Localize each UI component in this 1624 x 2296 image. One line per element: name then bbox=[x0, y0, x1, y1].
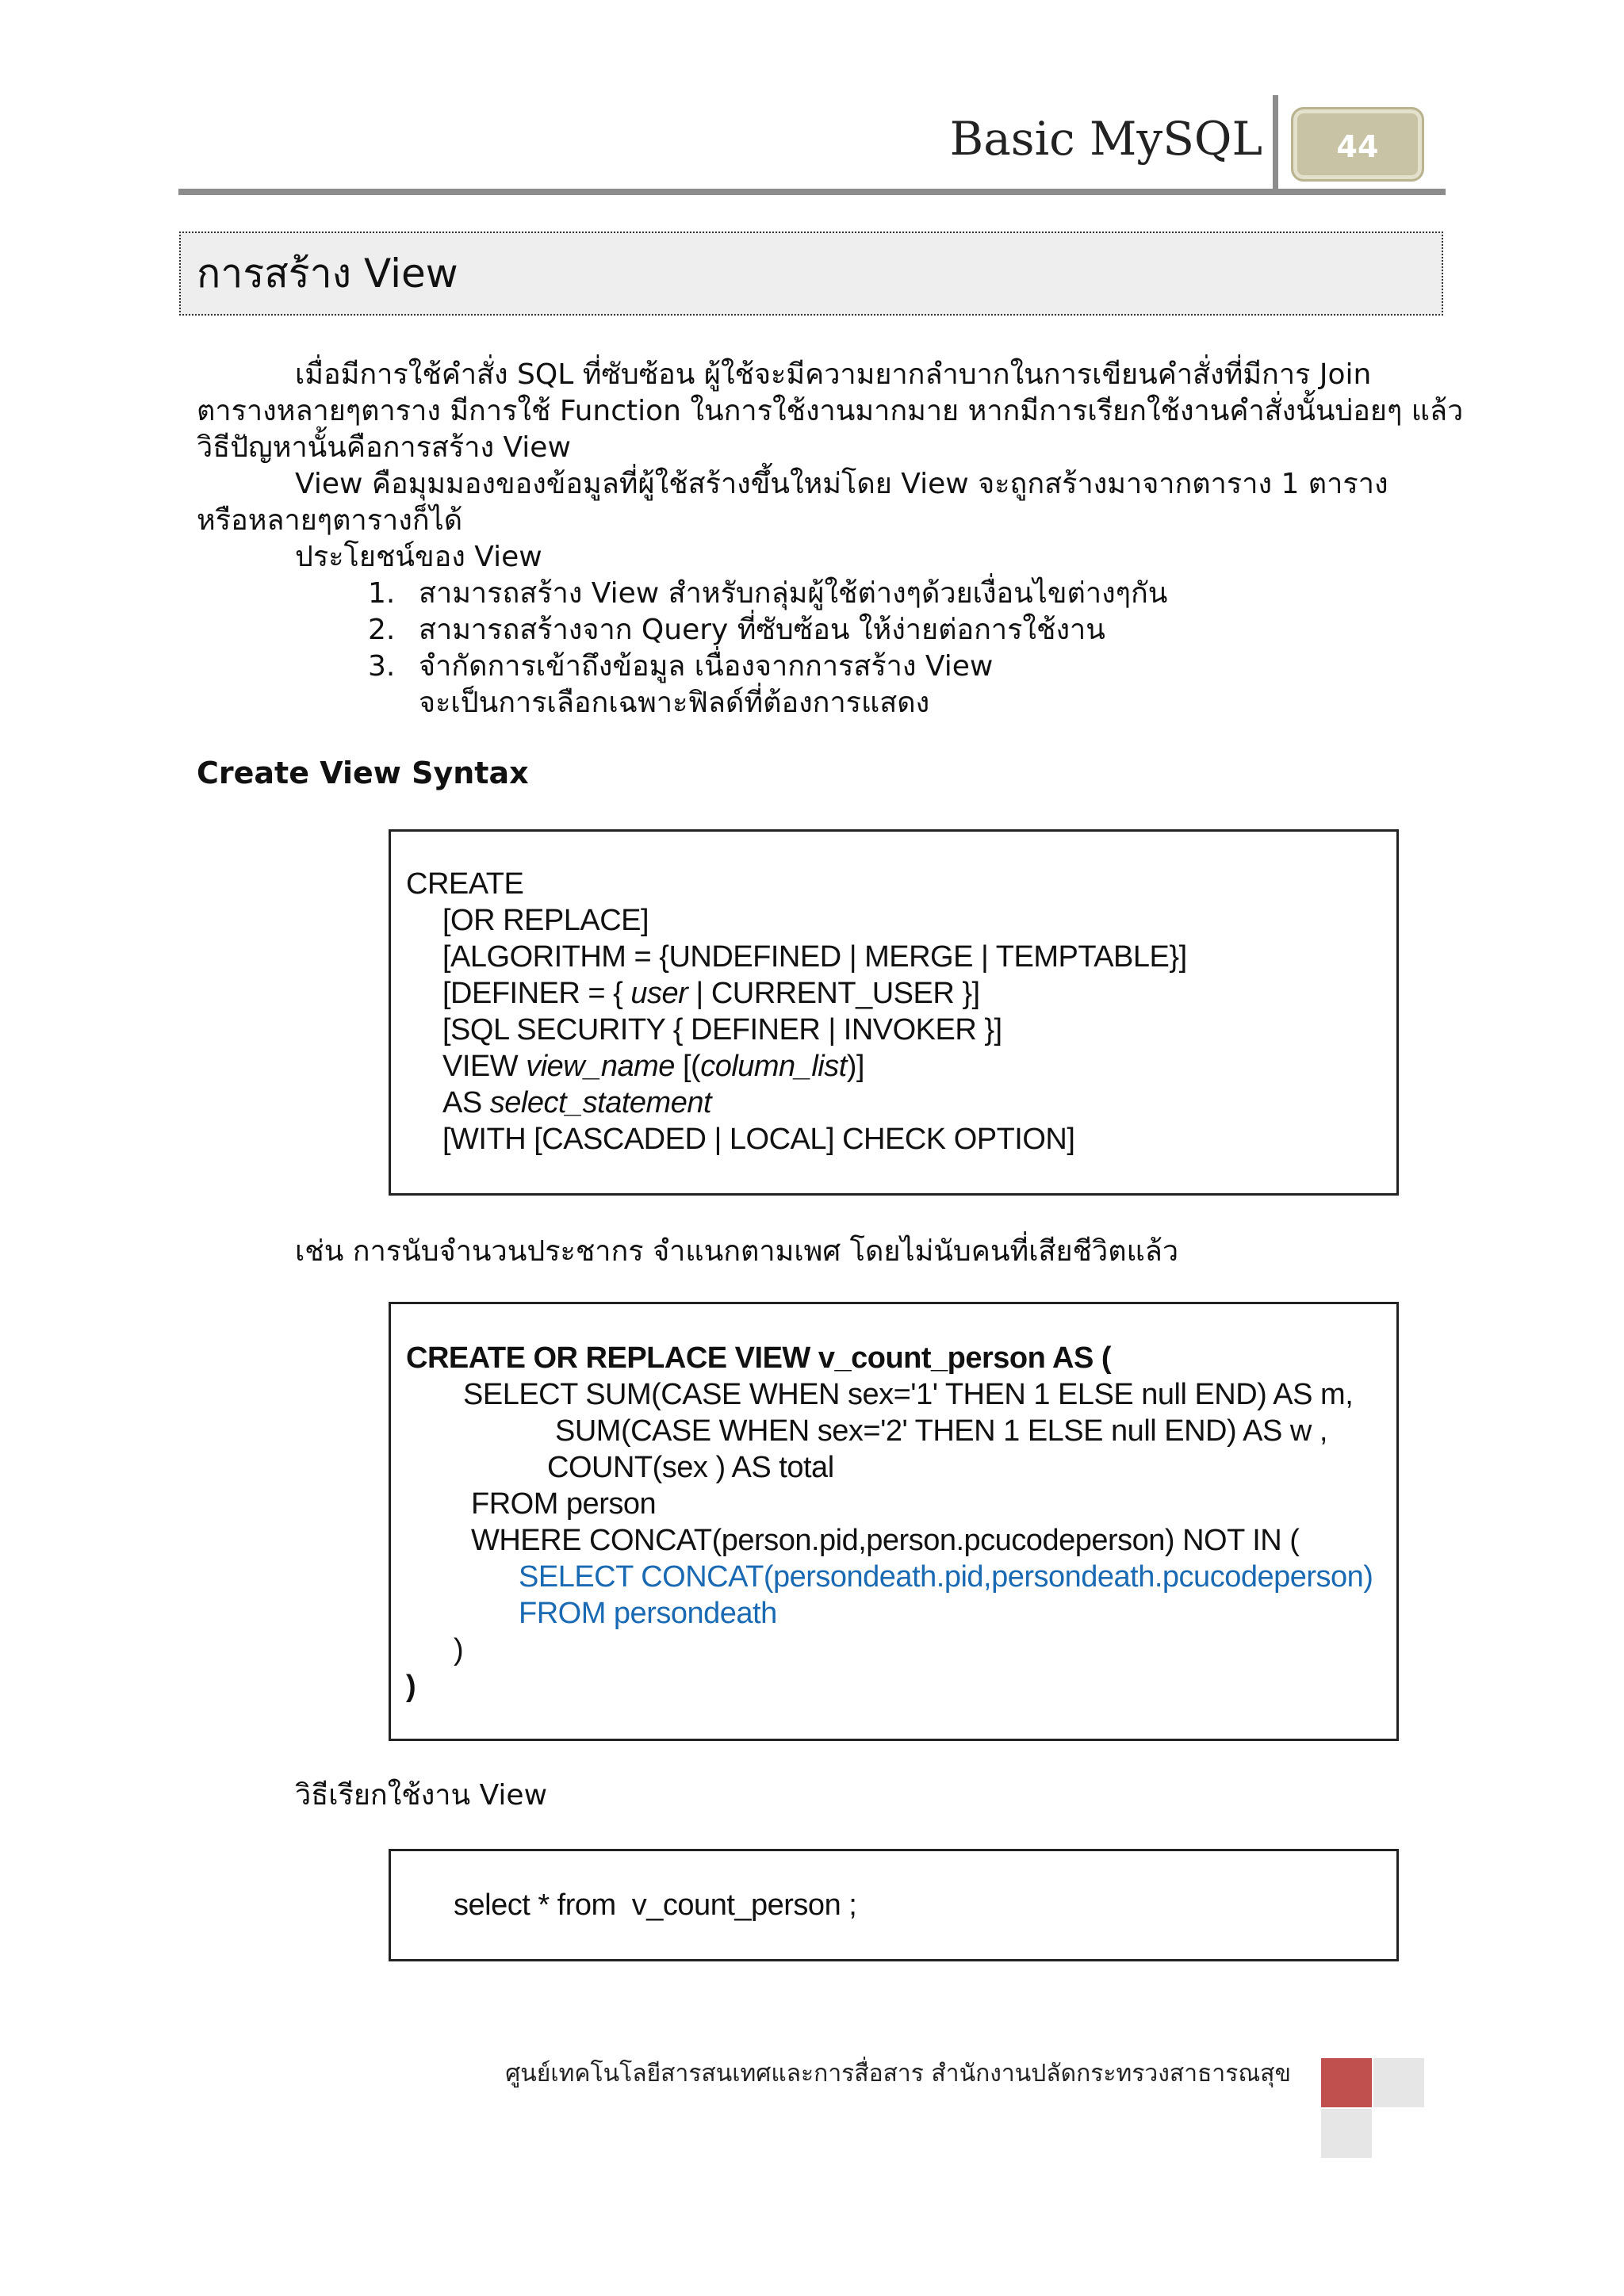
intro-line: ตารางหลายๆตาราง มีการใช้ Function ในการใช้งานมากมาย หากมีการเรียกใช้งานคำสั่งนั้นบ่อยๆ แล้ว bbox=[197, 395, 1464, 427]
header-divider bbox=[1273, 95, 1278, 190]
code-line: [ALGORITHM = {UNDEFINED | MERGE | TEMPTABLE}] bbox=[442, 940, 1187, 974]
example-caption: เช่น การนับจำนวนประชากร จำแนกตามเพศ โดยไม่นับคนที่เสียชีวิตแล้ว bbox=[295, 1235, 1179, 1268]
code-line: CREATE bbox=[406, 867, 524, 901]
usage-caption: วิธีเรียกใช้งาน View bbox=[295, 1779, 548, 1812]
list-item-number: 2. bbox=[368, 614, 396, 646]
footer-square-red bbox=[1321, 2058, 1372, 2107]
intro-line: วิธีปัญหานั้นคือการสร้าง View bbox=[197, 431, 571, 464]
list-item: จำกัดการเข้าถึงข้อมูล เนื่องจากการสร้าง View bbox=[419, 650, 994, 683]
section-title: การสร้าง View bbox=[197, 251, 458, 297]
intro-line: เมื่อมีการใช้คำสั่ง SQL ที่ซับซ้อน ผู้ใช้จะมีความยากลำบากในการเขียนคำสั่งที่มีการ Join bbox=[295, 358, 1372, 391]
list-item-number: 3. bbox=[368, 650, 396, 683]
code-line: AS select_statement bbox=[442, 1086, 712, 1119]
code-line: ) bbox=[454, 1633, 464, 1667]
list-item: สามารถสร้าง View สำหรับกลุ่มผู้ใช้ต่างๆด้วยเงื่อนไขต่างๆกัน bbox=[419, 577, 1168, 610]
code-line: [SQL SECURITY { DEFINER | INVOKER }] bbox=[442, 1013, 1002, 1047]
code-line: SELECT SUM(CASE WHEN sex='1' THEN 1 ELSE null END) AS m, bbox=[463, 1378, 1354, 1411]
code-line: ) bbox=[406, 1670, 416, 1703]
code-line: FROM person bbox=[471, 1487, 657, 1521]
code-line: VIEW view_name [(column_list)] bbox=[442, 1050, 864, 1083]
code-line: select * from v_count_person ; bbox=[454, 1888, 857, 1922]
code-line: COUNT(sex ) AS total bbox=[547, 1451, 834, 1484]
code-line-subquery: SELECT CONCAT(persondeath.pid,persondeath.pcucodeperson) bbox=[519, 1560, 1373, 1594]
footer-text: ศูนย์เทคโนโลยีสารสนเทศและการสื่อสาร สำนักงานปลัดกระทรวงสาธารณสุข bbox=[505, 2060, 1291, 2087]
code-line: WHERE CONCAT(person.pid,person.pcucodeperson) NOT IN ( bbox=[471, 1524, 1300, 1557]
code-line: SUM(CASE WHEN sex='2' THEN 1 ELSE null END) AS w , bbox=[555, 1414, 1327, 1448]
benefits-title: ประโยชน์ของ View bbox=[295, 541, 542, 573]
page-number: 44 bbox=[1336, 129, 1379, 164]
header-title: Basic MySQL bbox=[949, 112, 1262, 166]
code-line: [OR REPLACE] bbox=[442, 904, 649, 937]
code-line: [WITH [CASCADED | LOCAL] CHECK OPTION] bbox=[442, 1123, 1075, 1156]
list-item-continuation: จะเป็นการเลือกเฉพาะฟิลด์ที่ต้องการแสดง bbox=[419, 687, 930, 719]
list-item: สามารถสร้างจาก Query ที่ซับซ้อน ให้ง่ายต่อการใช้งาน bbox=[419, 614, 1105, 646]
code-line: [DEFINER = { user | CURRENT_USER }] bbox=[442, 977, 980, 1010]
intro-line: หรือหลายๆตารางก็ได้ bbox=[197, 504, 463, 537]
syntax-heading: Create View Syntax bbox=[197, 756, 529, 790]
footer-square-gray bbox=[1373, 2058, 1424, 2107]
list-item-number: 1. bbox=[368, 577, 396, 610]
code-line-subquery: FROM persondeath bbox=[519, 1597, 777, 1630]
code-line: CREATE OR REPLACE VIEW v_count_person AS ( bbox=[406, 1341, 1111, 1375]
footer-square-gray bbox=[1321, 2109, 1372, 2158]
intro-line: View คือมุมมองของข้อมูลที่ผู้ใช้สร้างขึ้นใหม่โดย View จะถูกสร้างมาจากตาราง 1 ตาราง bbox=[295, 468, 1388, 500]
header-rule bbox=[178, 189, 1446, 195]
